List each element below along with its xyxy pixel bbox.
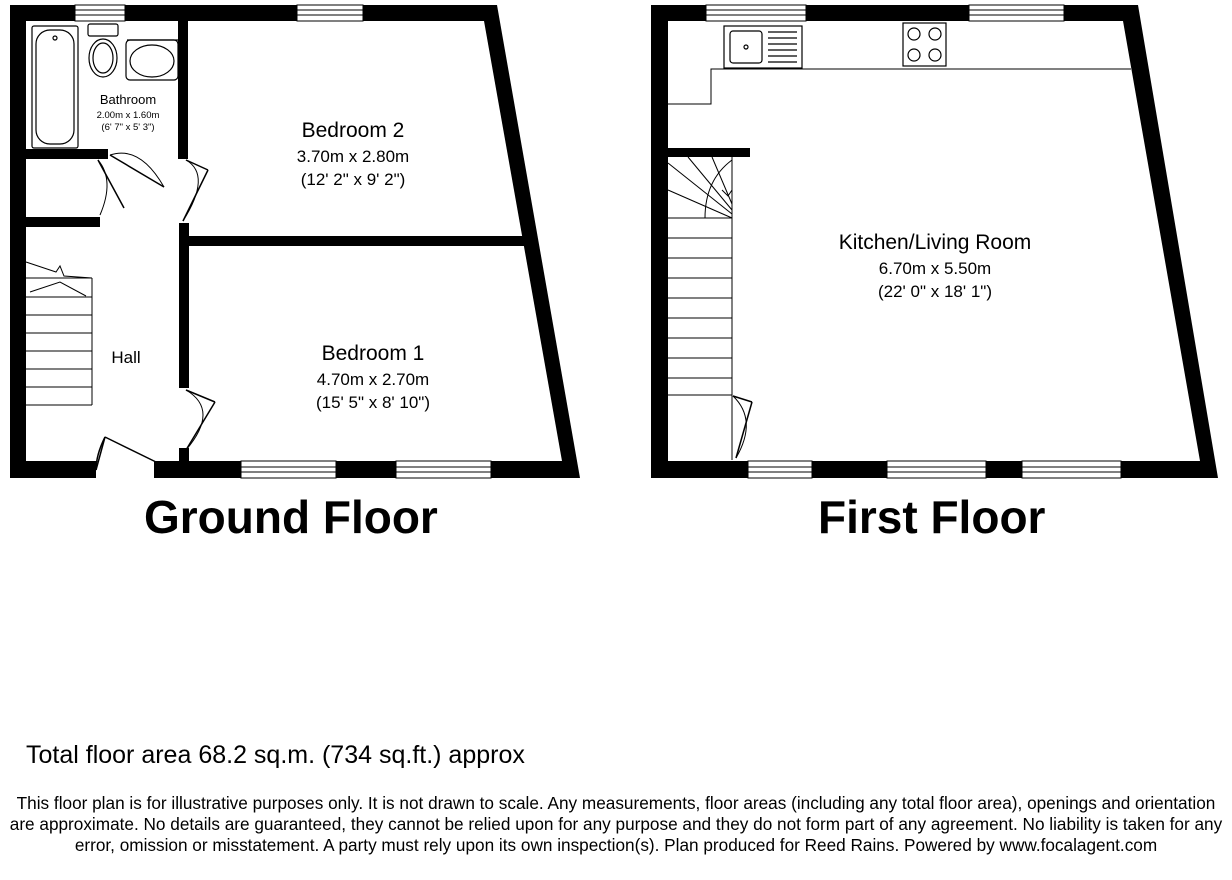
bedroom1-name: Bedroom 1 [321,342,425,365]
hall-name: Hall [111,348,141,367]
wall-bathroom-right [178,21,188,159]
window [396,461,491,478]
ground-floor-title: Ground Floor [144,491,438,543]
total-floor-area: Total floor area 68.2 sq.m. (734 sq.ft.) approx [26,741,525,769]
ground-floor-plan [10,5,580,478]
window [241,461,336,478]
window [706,5,806,21]
first-floor-plan [651,5,1218,478]
wall-bathroom-bottom [26,149,108,159]
bedroom2-metric: 3.70m x 2.80m [296,147,410,166]
kitchen-living-name: Kitchen/Living Room [838,231,1032,254]
kitchen-living-imperial: (22' 0" x 18' 1") [877,282,993,301]
entrance-door-opening [96,461,154,478]
bathroom-metric: 2.00m x 1.60m [96,110,160,121]
first-floor-title: First Floor [818,491,1046,543]
kitchen-living-metric: 6.70m x 5.50m [878,259,992,278]
disclaimer-text: This floor plan is for illustrative purposes only. It is not drawn to scale. Any measurements, floor areas (including any total floor area), openings and orientation are approximate. No details are guaranteed, they cannot be relied upon for any purpose and they do not form part of any agreement. No liability is taken for any error, omission or misstatement. A party must rely upon its own inspection(s). Plan produced for Reed Rains. Powered by www.focalagent.com [9,793,1223,855]
wall-cupboard-bottom [26,217,100,227]
bathroom-name: Bathroom [99,92,157,107]
wall-hall-stub [179,448,189,462]
bathroom-imperial: (6' 7" x 5' 3") [101,122,155,133]
bedroom2-name: Bedroom 2 [301,119,405,142]
wall-stair-partition [668,148,750,157]
bedroom1-metric: 4.70m x 2.70m [316,370,430,389]
window [748,461,812,478]
bedroom2-imperial: (12' 2" x 9' 2") [300,170,406,189]
window [969,5,1064,21]
window [297,5,363,21]
wall-hall-right [179,223,189,388]
wall-bedroom-divider [180,236,525,246]
window [1022,461,1121,478]
window [887,461,986,478]
window [75,5,125,21]
bedroom1-imperial: (15' 5" x 8' 10") [315,393,431,412]
